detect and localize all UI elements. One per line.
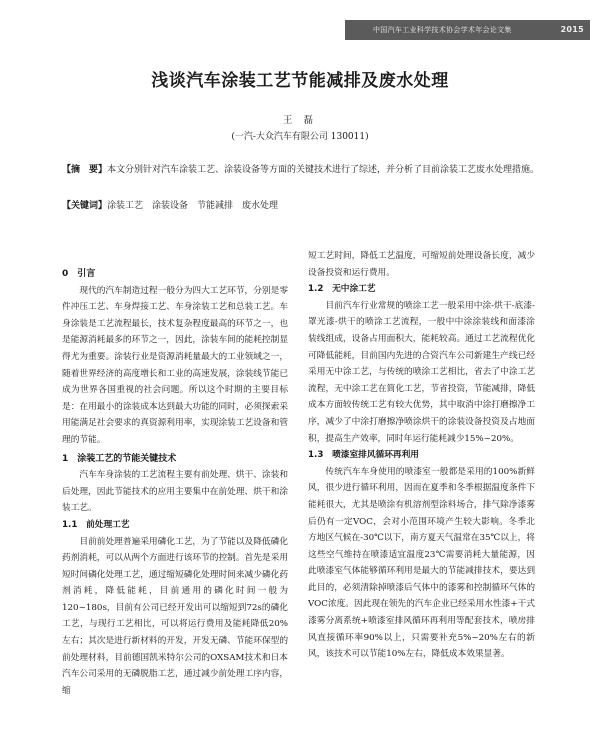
section-1-1-continuation: 短工艺时间，降低工艺温度，可缩短前处理设备长度，减少设备投资和运行费用。 <box>308 251 535 278</box>
section-1-2-heading: 1.2 无中涂工艺 <box>308 284 376 295</box>
section-1-1-paragraph: 目前前处理普遍采用磷化工艺，为了节能以及降低磷化药剂消耗，可以从两个方面进行该环节的控制。首先是采用短时间磷化处理工艺，通过缩短磷化处理时间来减少磷化药剂消耗，降低能耗，目前通用的磷化时间一般为120~180s，目前有公司已经开发出可以缩短到72s的磷化工艺，与现行工艺相比，可以将运行费用及能耗降低20%左右；其次是进行新材料的开发，开发无磷、节能环保型的前处理材料，目前德国凯米特尔公司的OXSAM技术和日本汽车公司采用的无磷脱脂工艺，通过减少前处理工序内容，缩 <box>62 536 288 696</box>
section-1-heading: 1 涂装工艺的节能关键技术 <box>62 453 177 464</box>
keywords-label: 【关键词】 <box>62 201 108 211</box>
abstract-label: 【摘 要】 <box>62 165 108 175</box>
section-0-heading: 0 引言 <box>62 269 96 279</box>
author-affiliation: (一汽-大众汽车有限公司 130011) <box>231 132 369 142</box>
keywords-text: 涂装工艺 涂装设备 节能减排 废水处理 <box>107 201 279 211</box>
author-name: 王 磊 <box>282 115 318 126</box>
section-0-paragraph: 现代的汽车制造过程一般分为四大工艺环节，分别是零件冲压工艺、车身焊接工艺、车身涂装工艺和总装工艺。车身涂装是工艺流程最长，技术复杂程度最高的环节之一，也是能源消耗最多的环节之一，因此，涂装车间的能耗控制显得尤为重要。涂装行业是资源消耗量最大的工业领域之一，随着世界经济的高度增长和工业的高速发展，涂装线节能已成为世界各国重视的社会问题。所以这个时期的主要目标是：在用最小的涂装成本达到最大功能的同时，必须探索采用能满足社会要求的真资源利用率，实现涂装工艺设备和管理的节能。 <box>62 285 288 445</box>
journal-header-banner <box>345 20 590 40</box>
paper-title: 浅谈汽车涂装工艺节能减排及废水处理 <box>151 71 449 91</box>
journal-name: 中国汽车工业科学技术协会学术年会论文集 <box>373 26 512 34</box>
right-column <box>308 248 535 663</box>
section-1-3-paragraph: 传统汽车车身使用的喷漆室一般都是采用的100%新鲜风，很少进行循环利用，因而在夏季和冬季根据温度条件下能耗很大，尤其是喷涂有机溶剂型涂料场合，排气除净漆雾后仍有一定VOC，会对小范围环境产生较大影响。冬季北方地区气候在-30℃以下，南方夏天气温常在35℃以上，将这些空气维持在喷漆适宜温度23℃需要消耗大量能源，因此喷漆室气体能够循环利用是最大的节能减排技术，要达到此目的，必须清除掉喷漆后气体中的漆雾和控制循环气体的VOC浓度。因此现在领先的汽车企业已经采用水性漆+干式漆雾分离系统+喷漆室排风循环再利用等配套技术，喷房排风直接循环率90%以上，只需要补充5%~20%左右的新风，该技术可以节能10%左右，降低成本效果显著。 <box>308 466 535 660</box>
abstract <box>62 162 542 179</box>
section-1-1-heading: 1.1 前处理工艺 <box>62 519 130 530</box>
section-1-paragraph: 汽车车身涂装的工艺流程主要有前处理、烘干、涂装和后处理，因此节能技术的应用主要集中在前处理、烘干和涂装工艺。 <box>62 470 288 514</box>
journal-year: 2015 <box>560 25 584 34</box>
left-column <box>62 266 288 699</box>
section-1-3-heading: 1.3 喷漆室排风循环再利用 <box>308 450 419 461</box>
abstract-text: 本文分别针对汽车涂装工艺、涂装设备等方面的关键技术进行了综述，并分析了目前涂装工艺废水处理措施。 <box>107 165 540 175</box>
section-1-2-paragraph: 目前汽车行业常规的喷涂工艺一般采用中涂-烘干-底漆-罩光漆-烘干的喷涂工艺流程，一般中中涂涂装线和面漆涂装线组成，设备占用面积大，能耗较高。通过工艺流程优化可降低能耗，目前国内先进的合资汽车公司新建生产线已经采用无中涂工艺，与传统的喷涂工艺相比，省去了中涂工艺流程，无中涂工艺在简化工艺，节省投资，节能减排，降低成本方面较传统工艺有较大优势，其中取消中涂打磨擦净工序，减少了中涂打磨擦净喷涂烘干的涂装设备投资及占地面积，提高生产效率，同时年运行能耗减少15%~20%。 <box>308 300 535 444</box>
keywords <box>62 198 542 215</box>
